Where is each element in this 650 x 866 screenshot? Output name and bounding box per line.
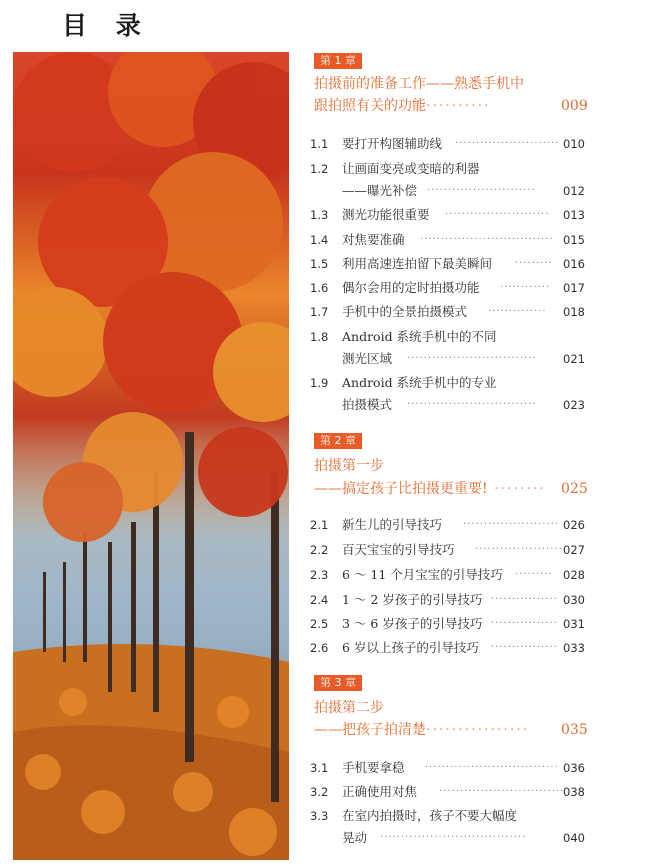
chapter-title-cont[interactable] (314, 720, 529, 740)
chapter-title-line2: ——搞定孩子比拍摄更重要! (314, 481, 488, 497)
leader-dots: ·············· (488, 306, 547, 317)
entry-title: Android 系统手机中的不同 (342, 329, 497, 344)
entry-title-line2: 晃动 (342, 830, 368, 845)
entry-page: 036 (563, 761, 585, 775)
entry-number: 3.3 (310, 809, 329, 823)
entry-number: 2.3 (310, 568, 329, 582)
entry-number: 1.1 (310, 137, 329, 151)
leader-dots: ·························· (427, 185, 536, 196)
leader-dots: ······························· (407, 353, 537, 364)
entry-number: 1.3 (310, 208, 329, 222)
entry-page: 021 (563, 352, 585, 366)
leader-dots: ························· (455, 138, 560, 149)
entry-number: 3.2 (310, 785, 329, 799)
leader-dots: ················ (426, 722, 530, 738)
entry-number: 2.5 (310, 617, 329, 631)
leader-dots: ················ (491, 594, 558, 605)
chapter-title-line2: 跟拍照有关的功能 (314, 98, 426, 114)
entry-number: 2.1 (310, 518, 329, 532)
entry-title: 6 岁以上孩子的引导技巧 (342, 640, 479, 655)
table-of-contents (305, 0, 650, 866)
entry-page: 038 (563, 785, 585, 799)
entry-page: 013 (563, 208, 585, 222)
entry-number: 1.6 (310, 281, 329, 295)
entry-page: 026 (563, 518, 585, 532)
entry-number: 2.4 (310, 593, 329, 607)
entry-page: 018 (563, 305, 585, 319)
entry-page: 010 (563, 137, 585, 151)
entry-page: 040 (563, 831, 585, 845)
entry-title: 手机要拿稳 (342, 760, 405, 775)
entry-title-line2: ——曝光补偿 (342, 183, 418, 198)
entry-number: 1.4 (310, 233, 329, 247)
autumn-trees-illustration (13, 52, 289, 860)
entry-number: 1.5 (310, 257, 329, 271)
leader-dots: ········· (515, 569, 553, 580)
leader-dots: ························· (445, 209, 550, 220)
leader-dots: ······························ (439, 786, 565, 797)
entry-title: 在室内拍摄时，孩子不要大幅度 (342, 808, 518, 823)
chapter-title[interactable]: 拍摄前的准备工作——熟悉手机中 (314, 76, 524, 92)
entry-number: 1.2 (310, 162, 329, 176)
leader-dots: ················ (491, 618, 558, 629)
entry-title: 3 ～ 6 岁孩子的引导技巧 (342, 616, 483, 631)
chapter-title[interactable]: 拍摄第一步 (314, 458, 384, 474)
entry-number: 2.6 (310, 641, 329, 655)
leader-dots: ············ (500, 282, 551, 293)
leader-dots: ··································· (380, 832, 527, 843)
chapter-badge: 第 3 章 (314, 675, 362, 691)
entry-number: 1.8 (310, 330, 329, 344)
chapter-badge: 第 2 章 (314, 433, 362, 449)
entry-number: 3.1 (310, 761, 329, 775)
chapter-title-line2: ——把孩子拍清楚 (314, 722, 426, 738)
chapter-page: 035 (561, 722, 588, 738)
leader-dots: ······························· (407, 399, 537, 410)
leader-dots: ································ (425, 762, 559, 773)
entry-number: 1.7 (310, 305, 329, 319)
leader-dots: ·········· (426, 98, 491, 114)
leader-dots: ················ (491, 642, 558, 653)
entry-page: 015 (563, 233, 585, 247)
entry-title: 测光功能很重要 (342, 207, 430, 222)
chapter-page: 009 (561, 98, 588, 114)
entry-title-line2: 拍摄模式 (342, 397, 393, 412)
leader-dots: ································ (420, 234, 554, 245)
entry-page: 017 (563, 281, 585, 295)
entry-title: 百天宝宝的引导技巧 (342, 542, 455, 557)
entry-title: Android 系统手机中的专业 (342, 375, 497, 390)
chapter-title-cont[interactable] (314, 479, 546, 499)
page-title: 目 录 (62, 11, 151, 40)
entry-title: 对焦要准确 (342, 232, 405, 247)
entry-page: 027 (563, 543, 585, 557)
entry-title: 1 ～ 2 岁孩子的引导技巧 (342, 592, 483, 607)
chapter-title-cont[interactable] (314, 96, 491, 116)
entry-page: 028 (563, 568, 585, 582)
entry-page: 023 (563, 398, 585, 412)
chapter-title[interactable]: 拍摄第二步 (314, 700, 384, 716)
entry-title: 利用高速连拍留下最美瞬间 (342, 256, 493, 271)
entry-title-line2: 测光区域 (342, 351, 393, 366)
autumn-trees-photo (13, 52, 289, 860)
leader-dots: ····················· (475, 544, 563, 555)
entry-title: 让画面变亮或变暗的利器 (342, 161, 480, 176)
entry-number: 2.2 (310, 543, 329, 557)
entry-page: 016 (563, 257, 585, 271)
leader-dots: ········ (487, 481, 546, 497)
entry-page: 030 (563, 593, 585, 607)
chapter-badge: 第 1 章 (314, 53, 362, 69)
entry-title: 手机中的全景拍摄模式 (342, 304, 468, 319)
entry-page: 033 (563, 641, 585, 655)
leader-dots: ······················· (463, 519, 560, 530)
entry-title: 正确使用对焦 (342, 784, 418, 799)
entry-page: 031 (563, 617, 585, 631)
leader-dots: ········· (515, 258, 553, 269)
entry-page: 012 (563, 184, 585, 198)
entry-title: 6 ～ 11 个月宝宝的引导技巧 (342, 567, 503, 582)
entry-title: 偶尔会用的定时拍摄功能 (342, 280, 480, 295)
entry-title: 要打开构图辅助线 (342, 136, 443, 151)
entry-title: 新生儿的引导技巧 (342, 517, 443, 532)
entry-number: 1.9 (310, 376, 329, 390)
chapter-page: 025 (561, 481, 588, 497)
